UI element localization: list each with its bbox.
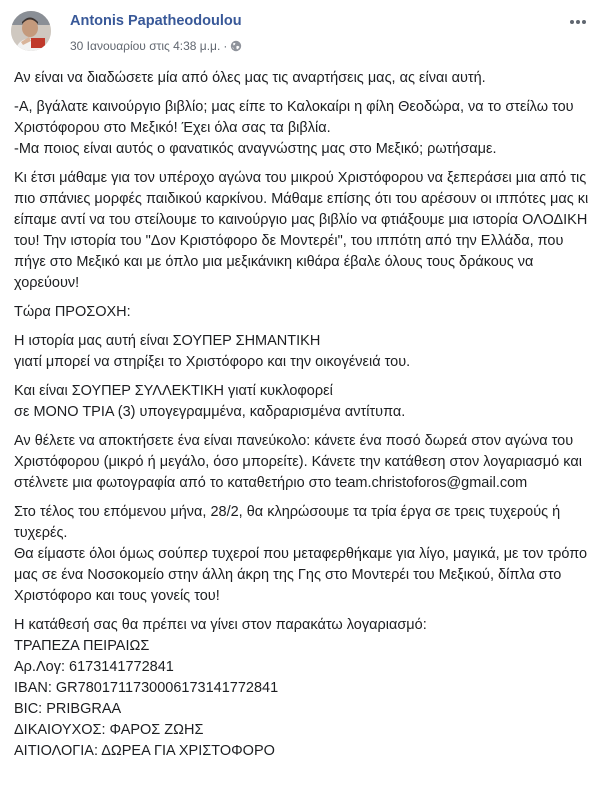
meta-separator: · (223, 39, 228, 53)
post-paragraph: Αν θέλετε να αποκτήσετε ένα είναι πανεύκολο: κάνετε ένα ποσό δωρεά στον αγώνα του Χριστόφορου (μικρό ή μεγάλο, όσο μπορείτε). Κάνετε την κατάθεση στον λογαριασμό και στέλνετε μια φωτογραφία από το καταθετήριο στο team.christoforos@gmail.com (14, 433, 582, 491)
post-meta (70, 39, 242, 53)
bank-details: Η κατάθεσή σας θα πρέπει να γίνει στον παρακάτω λογαριασμό: ΤΡΑΠΕΖΑ ΠΕΙΡΑΙΩΣ Αρ.Λογ: 6173141772841 IBAN: GR7801711730006173141772841 BIC: PRIBGRAA ΔΙΚΑΙΟΥΧΟΣ: ΦΑΡΟΣ ΖΩΗΣ ΑΙΤΙΟΛΟΓΙΑ: ΔΩΡΕΑ ΓΙΑ ΧΡΙΣΤΟΦΟΡΟ (14, 617, 427, 759)
post-timestamp[interactable]: 30 Ιανουαρίου στις 4:38 μ.μ. (70, 39, 221, 53)
author-name[interactable]: Antonis Papatheodoulou (70, 13, 242, 29)
post-body (14, 68, 594, 770)
globe-icon[interactable] (230, 40, 242, 52)
post-paragraph: Η ιστορία μας αυτή είναι ΣΟΥΠΕΡ ΣΗΜΑΝΤΙΚΗ γιατί μπορεί να στηρίξει το Χριστόφορο και την οικογένειά του. (14, 333, 411, 370)
post-paragraph: Τώρα ΠΡΟΣΟΧΗ: (14, 304, 131, 320)
post-paragraph: Κι έτσι μάθαμε για τον υπέροχο αγώνα του μικρού Χριστόφορου να ξεπεράσει μια από τις πιο σπάνιες μορφές παιδικού καρκίνου. Μάθαμε επίσης ότι του αρέσουν οι ιππότες μας κι είπαμε αντί να του στείλουμε το καινούργιο μας βιβλίο να φτιάξουμε μια ιστορία ΟΛΟΔΙΚΗ του! Την ιστορία του "Δον Κριστόφορο δε Μοντερέι", του ιππότη από την Ελλάδα, που πήγε στο Μεξικό και με όπλο μια μεξικάνικη κιθάρα έβαλε όλους τους δράκους να χορεύουν! (14, 170, 589, 291)
post-paragraph: Αν είναι να διαδώσετε μία από όλες μας τις αναρτήσεις μας, ας είναι αυτή. (14, 70, 486, 86)
post-paragraph: Στο τέλος του επόμενου μήνα, 28/2, θα κληρώσουμε τα τρία έργα σε τρεις τυχερούς ή τυχερές. Θα είμαστε όλοι όμως σούπερ τυχεροί που μεταφερθήκαμε για λίγο, μαγικά, με τον τρόπο μας σε ένα Νοσοκομείο στην άλλη άκρη της Γης στο Μοντερέι του Μεξικού, δίπλα στο Χριστόφορο και τους γονείς του! (14, 504, 588, 604)
avatar[interactable] (11, 11, 51, 51)
post-header (0, 0, 600, 60)
avatar-photo (11, 11, 51, 51)
more-options-icon[interactable] (568, 14, 588, 30)
post-paragraph: -Α, βγάλατε καινούργιο βιβλίο; μας είπε το Καλοκαίρι η φίλη Θεοδώρα, να το στείλω του Χριστόφορου στο Μεξικό! Έχει όλα σας τα βιβλία. -Μα ποιος είναι αυτός ο φανατικός αναγνώστης μας στο Μεξικό; ρωτήσαμε. (14, 99, 574, 157)
post-paragraph: Και είναι ΣΟΥΠΕΡ ΣΥΛΛΕΚΤΙΚΗ γιατί κυκλοφορεί σε ΜΟΝΟ ΤΡΙΑ (3) υπογεγραμμένα, καδραρισμένα αντίτυπα. (14, 383, 406, 420)
